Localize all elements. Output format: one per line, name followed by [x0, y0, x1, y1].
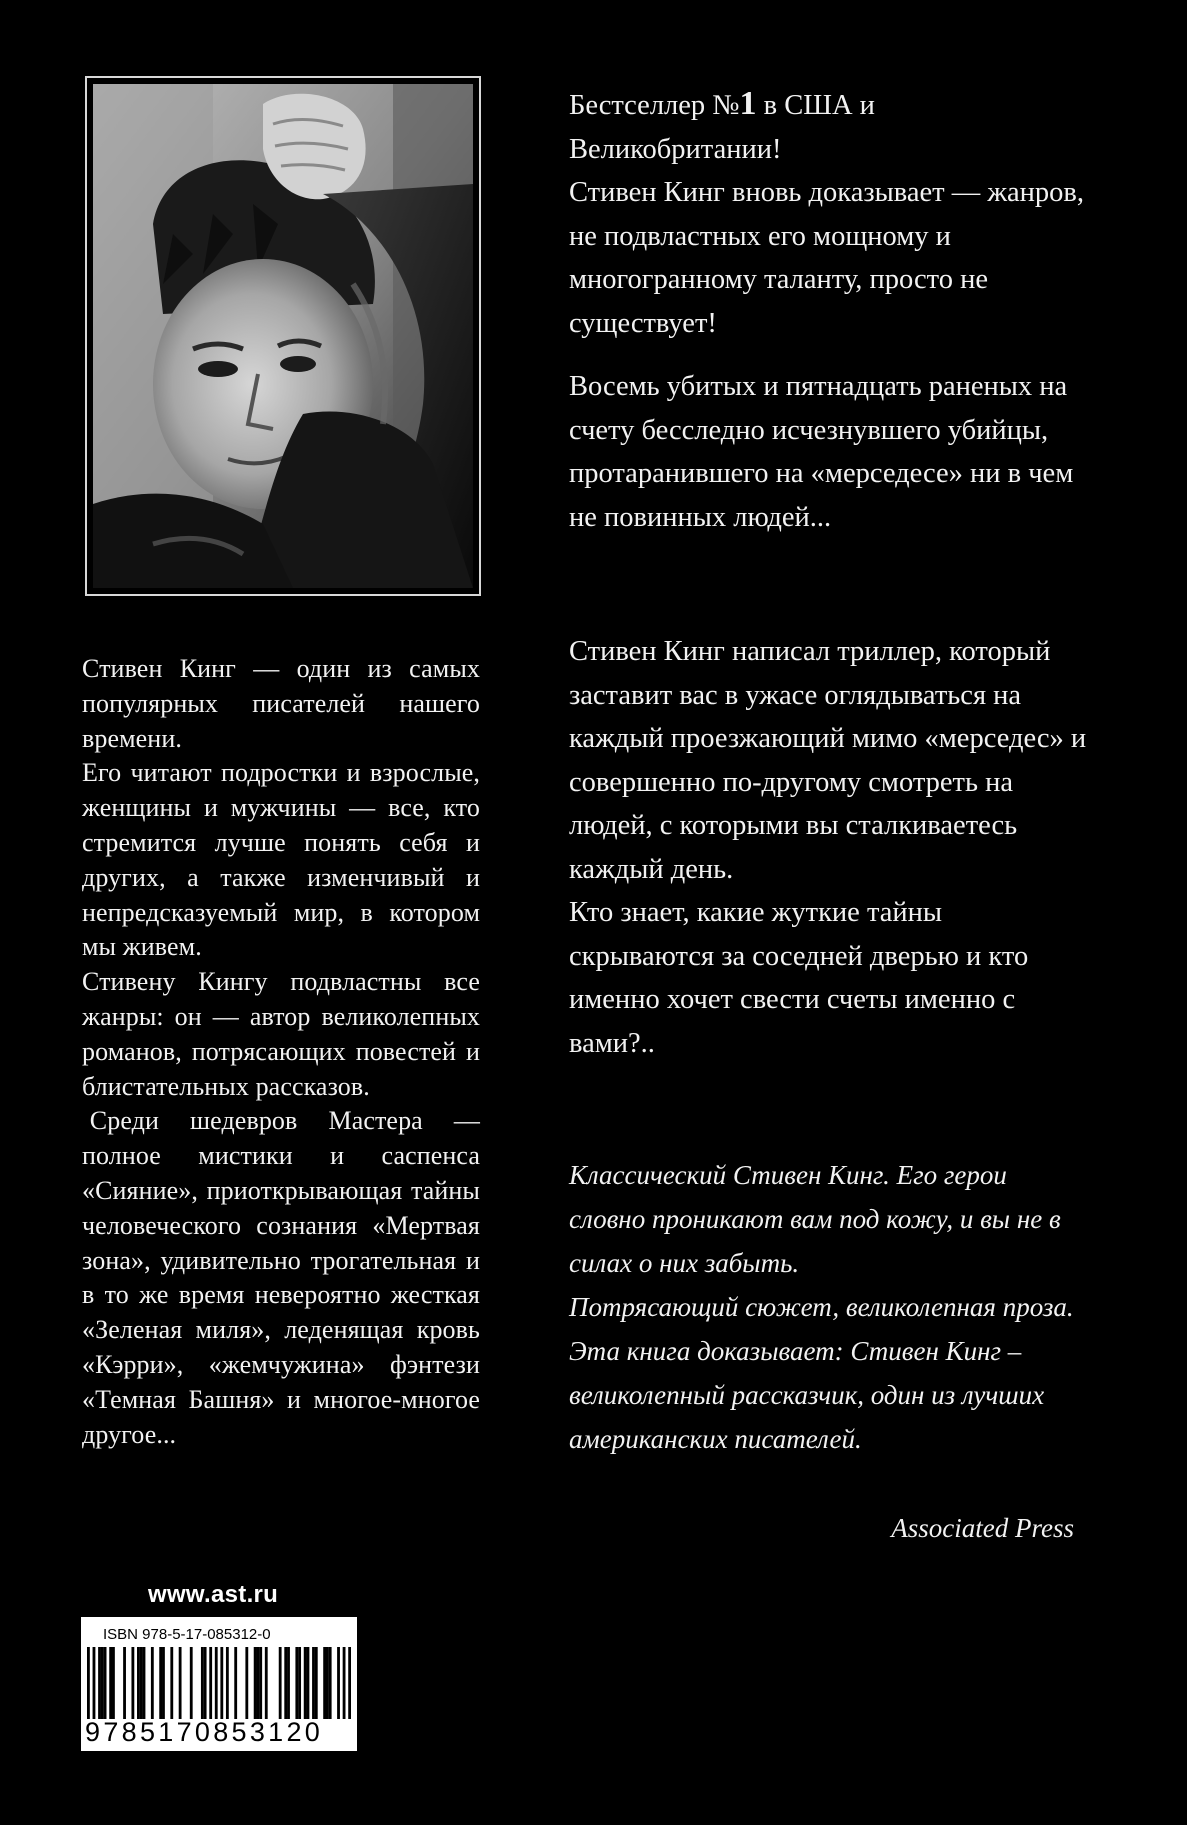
barcode-bar — [162, 1647, 165, 1719]
barcode-bar — [298, 1647, 301, 1719]
barcode-bar — [284, 1647, 287, 1719]
barcode-bar — [254, 1647, 257, 1719]
headline-number: 1 — [739, 85, 757, 122]
barcode-bar — [245, 1647, 248, 1719]
headline-sub: Стивен Кинг вновь доказывает — жанров, не подвластных его мощному и многогранному таланту, просто не существует! — [569, 177, 1085, 339]
barcode-bars — [87, 1647, 351, 1719]
barcode-bar — [307, 1647, 310, 1719]
barcode-bar — [98, 1647, 101, 1719]
author-photo — [93, 84, 473, 588]
press-quote — [569, 1153, 1089, 1461]
barcode-bar — [259, 1647, 262, 1719]
barcode-bar — [201, 1647, 204, 1719]
quote-source: Associated Press — [891, 1513, 1074, 1543]
barcode-bar — [131, 1647, 134, 1719]
author-photo-illustration — [93, 84, 473, 588]
barcode-bar — [295, 1647, 298, 1719]
barcode-bar — [151, 1647, 154, 1719]
barcode-bar — [343, 1647, 346, 1719]
barcode-bar — [104, 1647, 107, 1719]
barcode-bar — [257, 1647, 260, 1719]
barcode-bar — [348, 1647, 351, 1719]
thriller-description — [569, 630, 1089, 1065]
barcode-bar — [101, 1647, 104, 1719]
barcode-bar — [109, 1647, 112, 1719]
author-photo-frame — [85, 76, 481, 596]
isbn-barcode — [81, 1617, 357, 1751]
barcode-bar — [137, 1647, 140, 1719]
barcode-bar — [159, 1647, 162, 1719]
barcode-bar — [112, 1647, 115, 1719]
barcode-bar — [140, 1647, 143, 1719]
barcode-bar — [93, 1647, 96, 1719]
headline-block — [569, 82, 1089, 345]
barcode-bar — [279, 1647, 282, 1719]
barcode-bar — [209, 1647, 212, 1719]
barcode-bar — [304, 1647, 307, 1719]
barcode-bar — [170, 1647, 173, 1719]
bio-paragraph: Его читают подростки и взрослые, женщины и мужчины — все, кто стремится лучше понять себя и других, а также изменчивый и непредсказуемый мир, в котором мы живем. — [82, 758, 480, 962]
headline — [569, 82, 1089, 171]
barcode-bar — [179, 1647, 182, 1719]
barcode-bar — [226, 1647, 229, 1719]
bio-paragraph: Стивен Кинг — один из самых популярных писателей нашего времени. — [82, 654, 480, 753]
bio-paragraph: Среди шедевров Мастера — полное мистики и саспенса «Сияние», приоткрывающая тайны человеческого сознания «Мертвая зона», удивительно трогательная и в то же время невероятно жесткая «Зеленая миля», леденящая кровь «Кэрри», «жемчужина» фэнтези «Темная Башня» и многое-многое другое... — [82, 1106, 480, 1449]
barcode-digits: 9785170853120 — [85, 1717, 324, 1747]
barcode-bar — [312, 1647, 315, 1719]
barcode-bar — [287, 1647, 290, 1719]
barcode-bar — [87, 1647, 90, 1719]
barcode-bar — [190, 1647, 193, 1719]
barcode-bar — [326, 1647, 329, 1719]
thriller-text: Стивен Кинг написал триллер, который заставит вас в ужасе оглядываться на каждый проезжающий мимо «мерседес» и совершенно по-другому смотреть на людей, с которыми вы сталкиваетесь каждый день. — [569, 636, 1087, 885]
headline-text-after: в США и Великобритании! — [569, 90, 875, 165]
author-bio — [82, 652, 480, 1452]
barcode-bar — [329, 1647, 332, 1719]
plot-teaser — [569, 365, 1089, 539]
headline-text-before: Бестселлер № — [569, 90, 740, 121]
quote-text: Классический Стивен Кинг. Его герои словно проникают вам под кожу, и вы не в силах о них забыть. — [569, 1160, 1061, 1278]
bio-paragraph: Стивену Кингу подвластны все жанры: он — автор великолепных романов, потрясающих повестей и блистательных рассказов. — [82, 967, 480, 1101]
barcode-bar — [215, 1647, 218, 1719]
barcode-bar — [123, 1647, 126, 1719]
plot-teaser-text: Восемь убитых и пятнадцать раненых на счету бесследно исчезнувшего убийцы, протаранившего на «мерседесе» ни в чем не повинных людей... — [569, 371, 1074, 533]
barcode-bar — [220, 1647, 223, 1719]
quote-text: Потрясающий сюжет, великолепная проза. Эта книга доказывает: Стивен Кинг – великолепный рассказчик, один из лучших американских писателей. — [569, 1292, 1074, 1454]
barcode-bar — [323, 1647, 326, 1719]
isbn-label: ISBN 978-5-17-085312-0 — [103, 1626, 271, 1643]
barcode-bar — [204, 1647, 207, 1719]
secrets-text: Кто знает, какие жуткие тайны скрываются за соседней дверью и кто именно хочет свести счеты именно с вами?.. — [569, 897, 1029, 1059]
barcode-bar — [234, 1647, 237, 1719]
barcode-bar — [265, 1647, 268, 1719]
barcode-bar — [337, 1647, 340, 1719]
barcode-bar — [143, 1647, 146, 1719]
barcode-bar — [315, 1647, 318, 1719]
publisher-website: www.ast.ru — [148, 1581, 279, 1608]
